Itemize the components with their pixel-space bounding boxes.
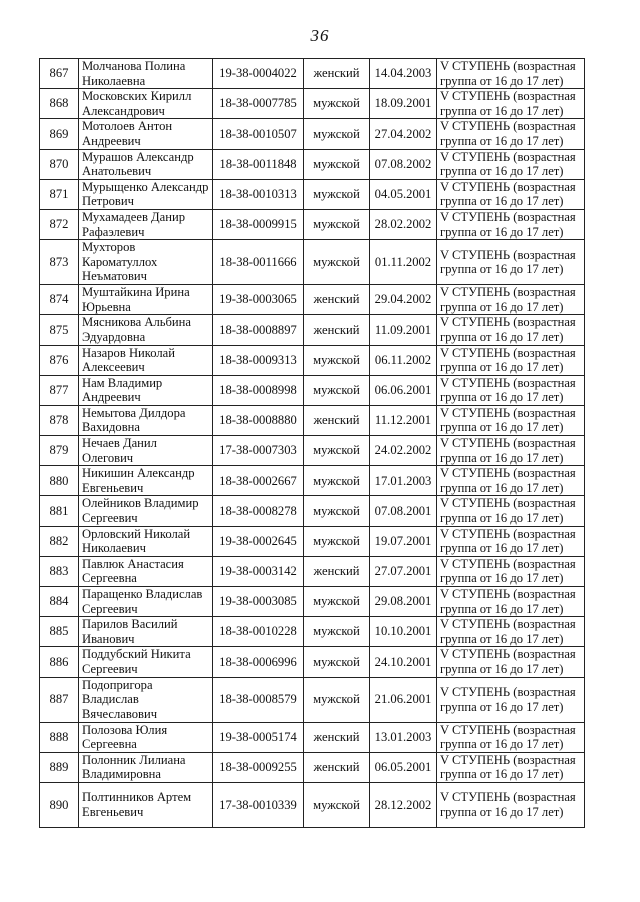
- birth-date: 24.02.2002: [370, 436, 437, 466]
- birth-date: 28.02.2002: [370, 209, 437, 239]
- table-row: [40, 375, 585, 405]
- birth-date: 14.04.2003: [370, 59, 437, 89]
- table-body: [40, 59, 585, 828]
- participant-id: 18-38-0008897: [213, 315, 304, 345]
- table-row: [40, 782, 585, 827]
- age-level: V СТУПЕНЬ (возрастная группа от 16 до 17 лет): [437, 677, 585, 722]
- participant-name: Орловский Николай Николаевич: [79, 526, 213, 556]
- participant-id: 19-38-0002645: [213, 526, 304, 556]
- participant-sex: женский: [304, 556, 370, 586]
- participant-id: 19-38-0004022: [213, 59, 304, 89]
- age-level: V СТУПЕНЬ (возрастная группа от 16 до 17 лет): [437, 375, 585, 405]
- age-level: V СТУПЕНЬ (возрастная группа от 16 до 17 лет): [437, 149, 585, 179]
- participant-id: 18-38-0010228: [213, 617, 304, 647]
- participant-name: Нечаев Данил Олегович: [79, 436, 213, 466]
- participant-name: Павлюк Анастасия Сергеевна: [79, 556, 213, 586]
- participant-id: 18-38-0010507: [213, 119, 304, 149]
- participant-name: Мухторов Кароматуллох Неъматович: [79, 240, 213, 285]
- row-number: 885: [40, 617, 79, 647]
- table-row: [40, 285, 585, 315]
- table-row: [40, 240, 585, 285]
- table-row: [40, 587, 585, 617]
- participant-id: 18-38-0009255: [213, 752, 304, 782]
- age-level: V СТУПЕНЬ (возрастная группа от 16 до 17 лет): [437, 496, 585, 526]
- birth-date: 06.05.2001: [370, 752, 437, 782]
- participant-name: Нам Владимир Андреевич: [79, 375, 213, 405]
- participant-id: 18-38-0002667: [213, 466, 304, 496]
- participant-name: Полтинников Артем Евгеньевич: [79, 782, 213, 827]
- participant-id: 19-38-0003085: [213, 587, 304, 617]
- birth-date: 06.11.2002: [370, 345, 437, 375]
- participant-sex: женский: [304, 405, 370, 435]
- row-number: 881: [40, 496, 79, 526]
- birth-date: 10.10.2001: [370, 617, 437, 647]
- row-number: 869: [40, 119, 79, 149]
- age-level: V СТУПЕНЬ (возрастная группа от 16 до 17 лет): [437, 436, 585, 466]
- birth-date: 27.07.2001: [370, 556, 437, 586]
- participant-name: Полозова Юлия Сергеевна: [79, 722, 213, 752]
- age-level: V СТУПЕНЬ (возрастная группа от 16 до 17 лет): [437, 556, 585, 586]
- participant-sex: мужской: [304, 179, 370, 209]
- participant-sex: мужской: [304, 345, 370, 375]
- table-row: [40, 677, 585, 722]
- participant-sex: мужской: [304, 526, 370, 556]
- participant-name: Мурашов Александр Анатольевич: [79, 149, 213, 179]
- participant-sex: женский: [304, 285, 370, 315]
- row-number: 890: [40, 782, 79, 827]
- birth-date: 17.01.2003: [370, 466, 437, 496]
- table-row: [40, 179, 585, 209]
- birth-date: 21.06.2001: [370, 677, 437, 722]
- table-row: [40, 405, 585, 435]
- age-level: V СТУПЕНЬ (возрастная группа от 16 до 17 лет): [437, 89, 585, 119]
- page-number: 36: [310, 26, 330, 45]
- participant-sex: женский: [304, 752, 370, 782]
- age-level: V СТУПЕНЬ (возрастная группа от 16 до 17 лет): [437, 405, 585, 435]
- participant-name: Московских Кирилл Александрович: [79, 89, 213, 119]
- participant-name: Немытова Дилдора Вахидовна: [79, 405, 213, 435]
- participant-id: 18-38-0008278: [213, 496, 304, 526]
- age-level: V СТУПЕНЬ (возрастная группа от 16 до 17 лет): [437, 59, 585, 89]
- birth-date: 01.11.2002: [370, 240, 437, 285]
- participant-id: 18-38-0009915: [213, 209, 304, 239]
- age-level: V СТУПЕНЬ (возрастная группа от 16 до 17 лет): [437, 119, 585, 149]
- participant-sex: мужской: [304, 782, 370, 827]
- participant-name: Поддубский Никита Сергеевич: [79, 647, 213, 677]
- row-number: 888: [40, 722, 79, 752]
- participant-id: 19-38-0003142: [213, 556, 304, 586]
- table-row: [40, 89, 585, 119]
- participant-name: Олейников Владимир Сергеевич: [79, 496, 213, 526]
- participant-id: 17-38-0007303: [213, 436, 304, 466]
- participant-name: Паращенко Владислав Сергеевич: [79, 587, 213, 617]
- birth-date: 28.12.2002: [370, 782, 437, 827]
- row-number: 871: [40, 179, 79, 209]
- participant-name: Мухамадеев Данир Рафаэлевич: [79, 209, 213, 239]
- table-row: [40, 556, 585, 586]
- birth-date: 24.10.2001: [370, 647, 437, 677]
- participant-sex: мужской: [304, 436, 370, 466]
- participant-sex: мужской: [304, 119, 370, 149]
- table-row: [40, 59, 585, 89]
- age-level: V СТУПЕНЬ (возрастная группа от 16 до 17 лет): [437, 752, 585, 782]
- participant-id: 18-38-0011848: [213, 149, 304, 179]
- participant-sex: мужской: [304, 240, 370, 285]
- age-level: V СТУПЕНЬ (возрастная группа от 16 до 17 лет): [437, 209, 585, 239]
- birth-date: 29.04.2002: [370, 285, 437, 315]
- participant-id: 18-38-0007785: [213, 89, 304, 119]
- table-row: [40, 466, 585, 496]
- table-row: [40, 119, 585, 149]
- row-number: 874: [40, 285, 79, 315]
- participant-sex: мужской: [304, 496, 370, 526]
- birth-date: 07.08.2001: [370, 496, 437, 526]
- table-row: [40, 209, 585, 239]
- participant-name: Мурыщенко Александр Петрович: [79, 179, 213, 209]
- participant-id: 18-38-0006996: [213, 647, 304, 677]
- participant-sex: мужской: [304, 89, 370, 119]
- age-level: V СТУПЕНЬ (возрастная группа от 16 до 17 лет): [437, 617, 585, 647]
- row-number: 882: [40, 526, 79, 556]
- table-row: [40, 722, 585, 752]
- participant-sex: женский: [304, 722, 370, 752]
- age-level: V СТУПЕНЬ (возрастная группа от 16 до 17 лет): [437, 345, 585, 375]
- row-number: 883: [40, 556, 79, 586]
- row-number: 868: [40, 89, 79, 119]
- age-level: V СТУПЕНЬ (возрастная группа от 16 до 17 лет): [437, 315, 585, 345]
- row-number: 878: [40, 405, 79, 435]
- participant-id: 18-38-0008880: [213, 405, 304, 435]
- row-number: 875: [40, 315, 79, 345]
- participant-sex: мужской: [304, 617, 370, 647]
- table-row: [40, 647, 585, 677]
- row-number: 880: [40, 466, 79, 496]
- participant-id: 18-38-0010313: [213, 179, 304, 209]
- row-number: 884: [40, 587, 79, 617]
- birth-date: 18.09.2001: [370, 89, 437, 119]
- participant-sex: мужской: [304, 647, 370, 677]
- participant-name: Молчанова Полина Николаевна: [79, 59, 213, 89]
- table-row: [40, 526, 585, 556]
- participant-name: Мясникова Альбина Эдуардовна: [79, 315, 213, 345]
- participants-table: [39, 58, 585, 828]
- participant-id: 19-38-0003065: [213, 285, 304, 315]
- age-level: V СТУПЕНЬ (возрастная группа от 16 до 17 лет): [437, 587, 585, 617]
- participant-name: Мотолоев Антон Андреевич: [79, 119, 213, 149]
- table-row: [40, 436, 585, 466]
- birth-date: 13.01.2003: [370, 722, 437, 752]
- age-level: V СТУПЕНЬ (возрастная группа от 16 до 17 лет): [437, 285, 585, 315]
- participant-name: Полонник Лилиана Владимировна: [79, 752, 213, 782]
- participant-sex: мужской: [304, 587, 370, 617]
- participant-name: Назаров Николай Алексеевич: [79, 345, 213, 375]
- participant-id: 18-38-0011666: [213, 240, 304, 285]
- participant-sex: женский: [304, 315, 370, 345]
- row-number: 870: [40, 149, 79, 179]
- age-level: V СТУПЕНЬ (возрастная группа от 16 до 17 лет): [437, 782, 585, 827]
- participant-id: 18-38-0008998: [213, 375, 304, 405]
- table-row: [40, 752, 585, 782]
- table-row: [40, 149, 585, 179]
- row-number: 889: [40, 752, 79, 782]
- row-number: 887: [40, 677, 79, 722]
- birth-date: 19.07.2001: [370, 526, 437, 556]
- age-level: V СТУПЕНЬ (возрастная группа от 16 до 17 лет): [437, 179, 585, 209]
- birth-date: 27.04.2002: [370, 119, 437, 149]
- participant-sex: мужской: [304, 466, 370, 496]
- participant-id: 18-38-0009313: [213, 345, 304, 375]
- age-level: V СТУПЕНЬ (возрастная группа от 16 до 17 лет): [437, 526, 585, 556]
- row-number: 873: [40, 240, 79, 285]
- participant-id: 19-38-0005174: [213, 722, 304, 752]
- age-level: V СТУПЕНЬ (возрастная группа от 16 до 17 лет): [437, 466, 585, 496]
- age-level: V СТУПЕНЬ (возрастная группа от 16 до 17 лет): [437, 722, 585, 752]
- row-number: 876: [40, 345, 79, 375]
- table-row: [40, 617, 585, 647]
- birth-date: 29.08.2001: [370, 587, 437, 617]
- participant-sex: мужской: [304, 209, 370, 239]
- table-row: [40, 315, 585, 345]
- table-row: [40, 496, 585, 526]
- row-number: 872: [40, 209, 79, 239]
- participant-sex: мужской: [304, 375, 370, 405]
- participant-name: Никишин Александр Евгеньевич: [79, 466, 213, 496]
- participant-name: Муштайкина Ирина Юрьевна: [79, 285, 213, 315]
- row-number: 877: [40, 375, 79, 405]
- age-level: V СТУПЕНЬ (возрастная группа от 16 до 17 лет): [437, 240, 585, 285]
- table-row: [40, 345, 585, 375]
- participant-id: 17-38-0010339: [213, 782, 304, 827]
- participant-name: Подопригора Владислав Вячеславович: [79, 677, 213, 722]
- row-number: 879: [40, 436, 79, 466]
- participant-sex: мужской: [304, 677, 370, 722]
- participant-sex: женский: [304, 59, 370, 89]
- row-number: 886: [40, 647, 79, 677]
- birth-date: 04.05.2001: [370, 179, 437, 209]
- birth-date: 11.12.2001: [370, 405, 437, 435]
- row-number: 867: [40, 59, 79, 89]
- birth-date: 07.08.2002: [370, 149, 437, 179]
- participant-id: 18-38-0008579: [213, 677, 304, 722]
- birth-date: 06.06.2001: [370, 375, 437, 405]
- participant-sex: мужской: [304, 149, 370, 179]
- birth-date: 11.09.2001: [370, 315, 437, 345]
- age-level: V СТУПЕНЬ (возрастная группа от 16 до 17 лет): [437, 647, 585, 677]
- participant-name: Парилов Василий Иванович: [79, 617, 213, 647]
